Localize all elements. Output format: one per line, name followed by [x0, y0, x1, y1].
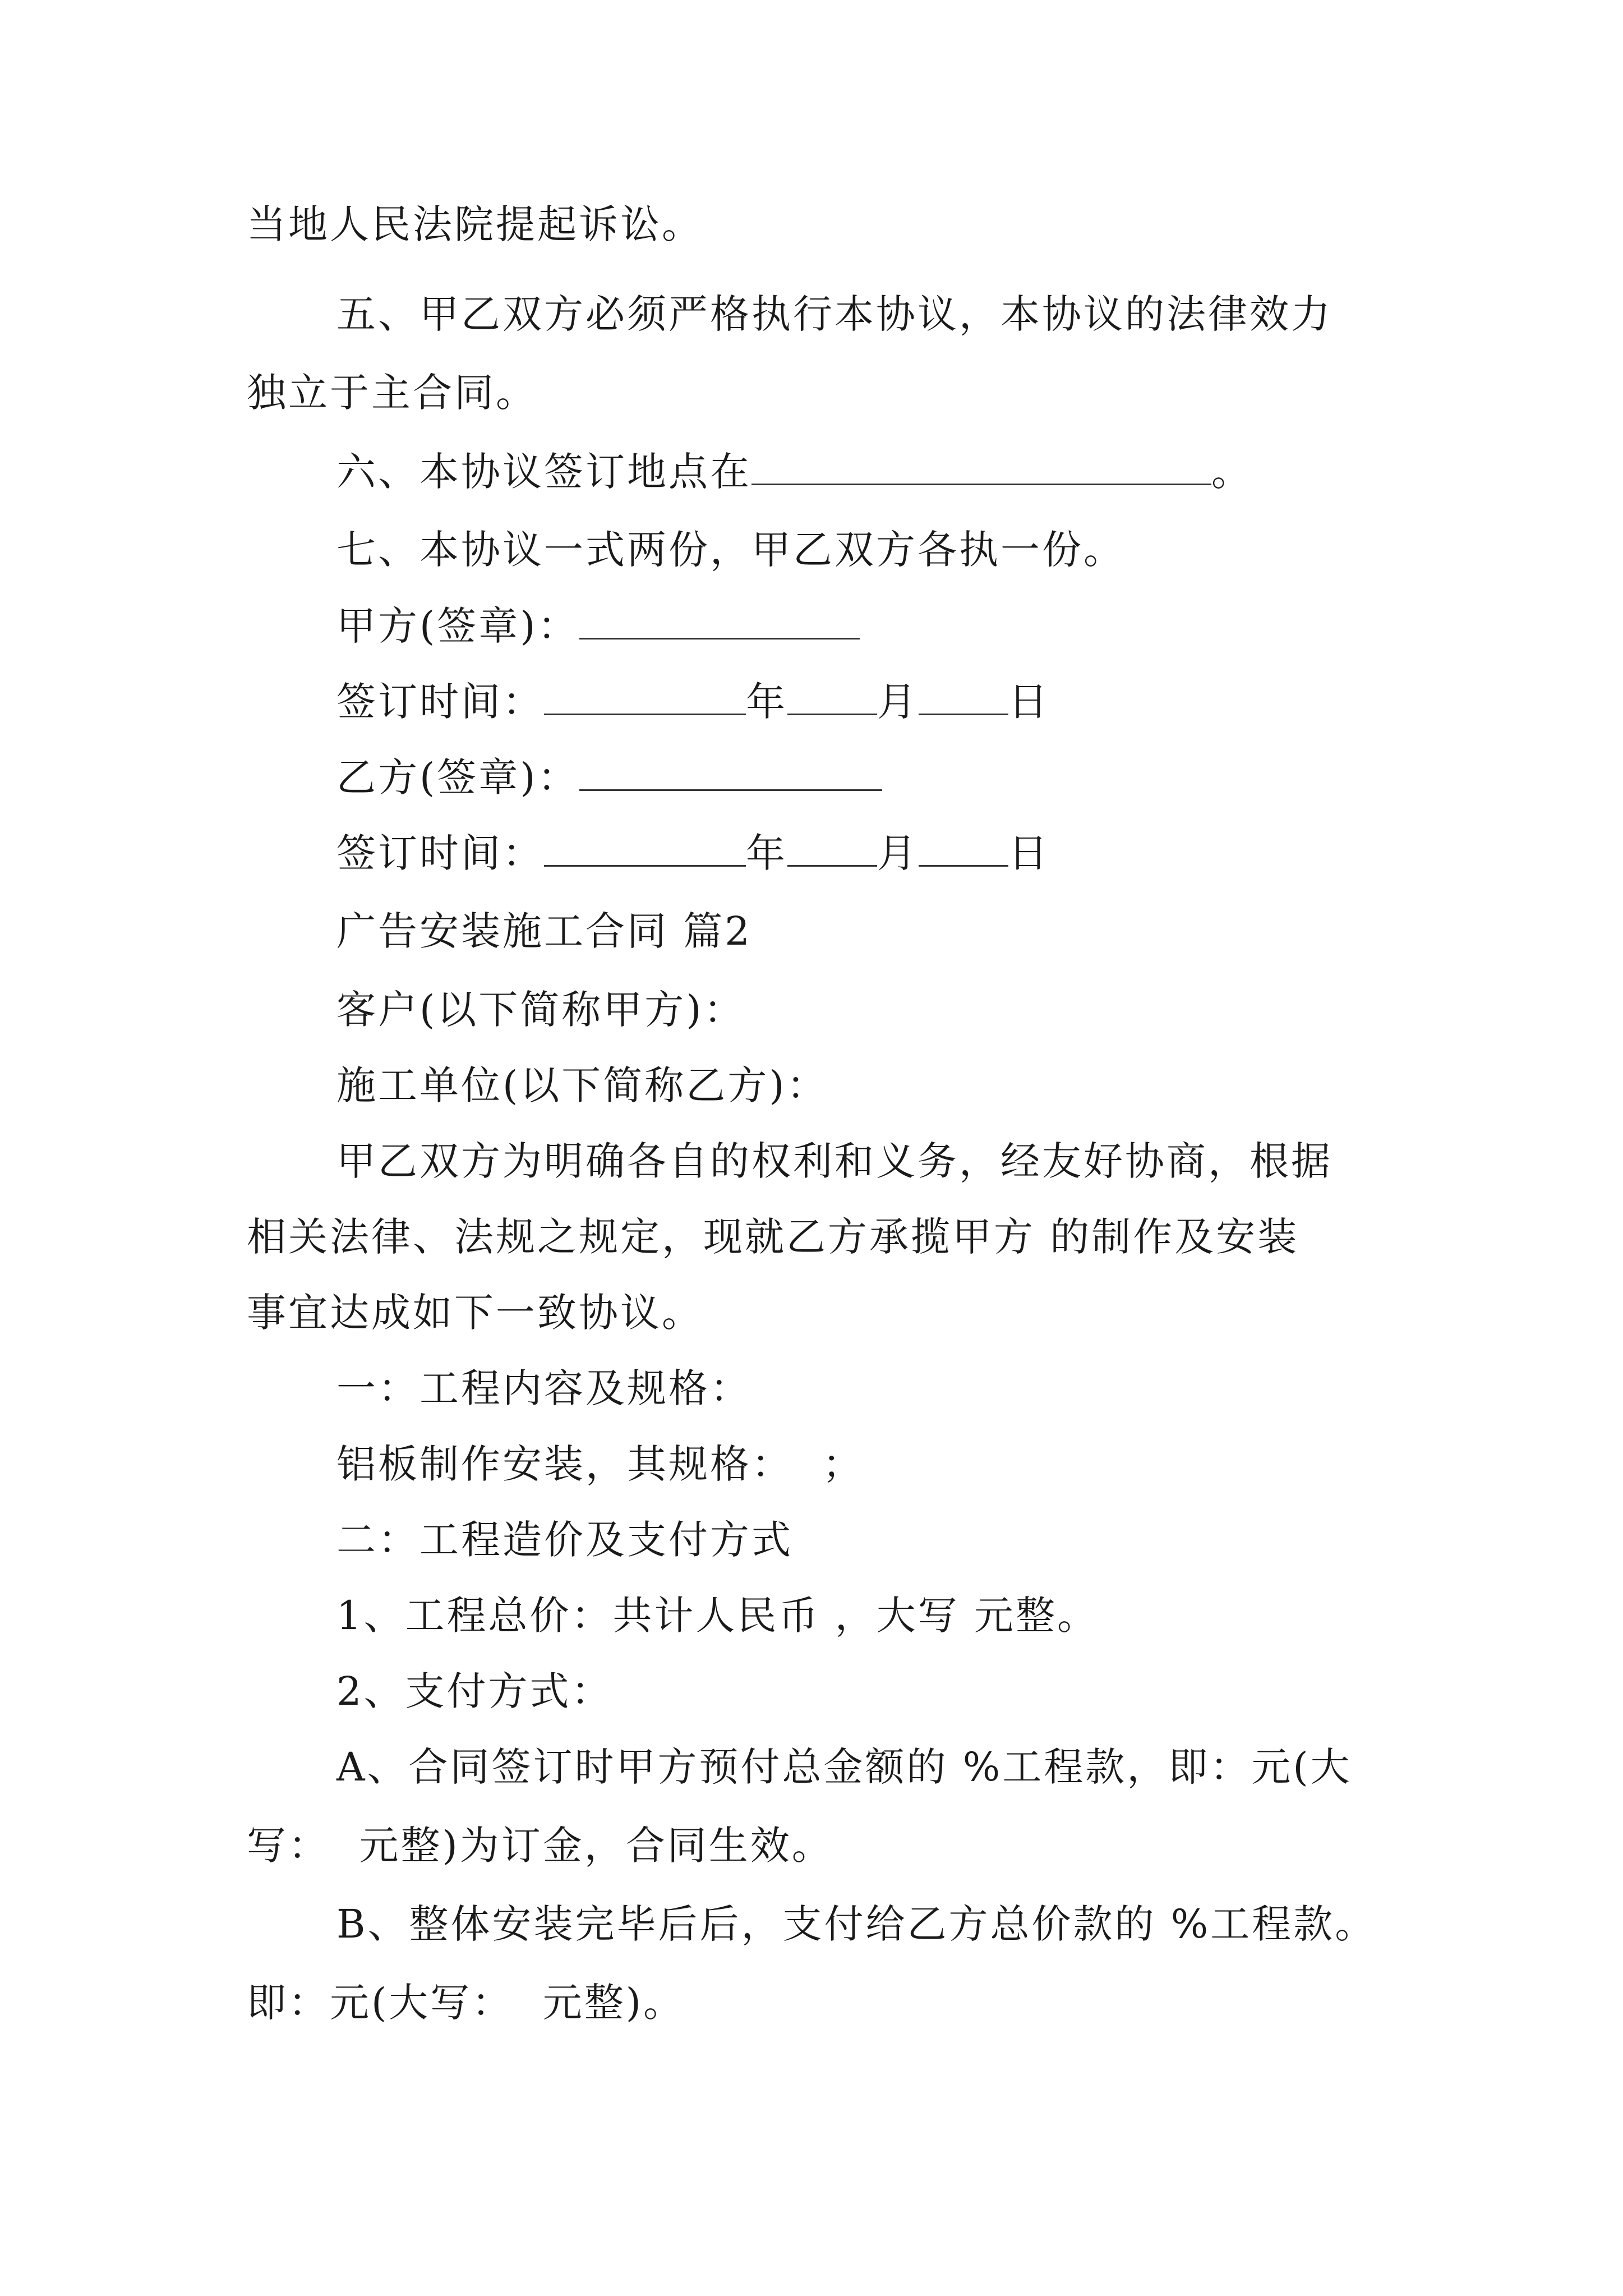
party-b-label: 乙方(签章)： [336, 754, 579, 800]
place-suffix: 。 [1211, 449, 1253, 495]
party-b-signature [336, 749, 882, 806]
total-price-line: 1、工程总价：共计人民币 ，大写 元整。 [336, 1593, 1099, 1639]
sign-date-label: 签订时间： [336, 830, 544, 876]
day-blank [919, 673, 1008, 715]
payment-a-line-2: 写： 元整)为订金，合同生效。 [247, 1823, 833, 1869]
payment-b-line-1: B、整体安装完毕后后，支付给乙方总价款的 %工程款。 [336, 1901, 1377, 1947]
month-blank [787, 673, 877, 715]
party-a-label: 甲方(签章)： [336, 603, 579, 649]
contractor-line: 施工单位(以下简称乙方)： [336, 1062, 828, 1108]
day-blank [919, 825, 1008, 867]
preamble-line-3: 事宜达成如下一致协议。 [247, 1290, 703, 1336]
clause-five-line-1: 五、甲乙双方必须严格执行本协议，本协议的法律效力 [336, 291, 1332, 337]
section-heading: 广告安装施工合同 篇2 [336, 908, 752, 954]
month-label: 月 [877, 830, 919, 876]
payment-b-line-2: 即：元(大写： 元整)。 [247, 1980, 685, 2026]
party-b-blank [579, 749, 882, 791]
year-blank [544, 673, 746, 715]
article-one-heading: 一：工程内容及规格： [336, 1365, 751, 1411]
year-blank [544, 825, 746, 867]
sign-date-label: 签订时间： [336, 679, 544, 725]
party-b-sign-date [336, 825, 1050, 881]
clause-five-line-2: 独立于主合同。 [247, 370, 537, 416]
preamble-line-2: 相关法律、法规之规定，现就乙方承揽甲方 的制作及安装 [247, 1214, 1299, 1260]
party-a-signature [336, 597, 860, 654]
day-label: 日 [1008, 830, 1050, 876]
place-prefix: 六、本协议签订地点在 [336, 449, 751, 495]
payment-method-line: 2、支付方式： [336, 1668, 613, 1714]
party-a-sign-date [336, 673, 1050, 730]
month-blank [787, 825, 877, 867]
day-label: 日 [1008, 679, 1050, 725]
month-label: 月 [877, 679, 919, 725]
article-two-heading: 二：工程造价及支付方式 [336, 1517, 793, 1563]
year-label: 年 [746, 679, 787, 725]
place-blank [751, 443, 1211, 485]
year-label: 年 [746, 830, 787, 876]
party-a-blank [579, 597, 860, 639]
payment-a-line-1: A、合同签订时甲方预付总金额的 %工程款，即：元(大 [336, 1744, 1352, 1790]
paragraph-line: 当地人民法院提起诉讼。 [247, 201, 703, 247]
client-line: 客户(以下简称甲方)： [336, 987, 745, 1033]
clause-six-place [336, 443, 1253, 500]
clause-seven-copies: 七、本协议一式两份，甲乙双方各执一份。 [336, 527, 1125, 573]
article-one-spec: 铝板制作安装，其规格： ； [336, 1441, 864, 1487]
preamble-line-1: 甲乙双方为明确各自的权利和义务，经友好协商，根据 [336, 1138, 1332, 1184]
